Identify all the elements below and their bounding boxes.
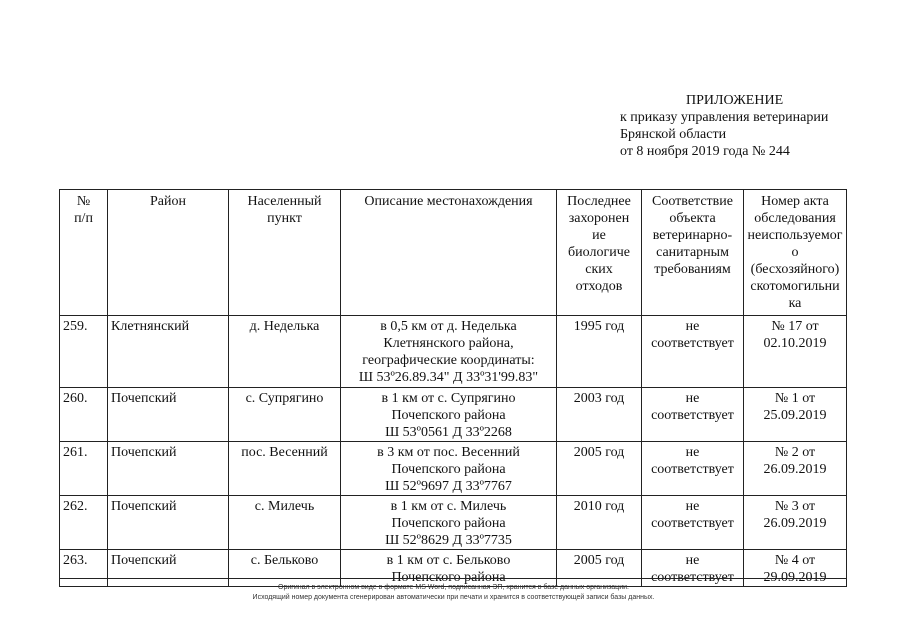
- burial-sites-table: [59, 189, 847, 587]
- row-last-burial-year: 2005 год: [557, 442, 642, 496]
- row-description: в 0,5 км от д. Неделька Клетнянского района, географические координаты: Ш 53º26.89.34" Д 33º31'99.83": [341, 316, 557, 388]
- row-act-number: № 17 от 02.10.2019: [744, 316, 847, 388]
- header-compliance: Соответствие объекта ветеринарно- санитарным требованиям: [642, 190, 744, 316]
- row-description: в 1 км от с. Супрягино Почепского района Ш 53º0561 Д 33º2268: [341, 388, 557, 442]
- row-locality: с. Милечь: [229, 496, 341, 550]
- row-district: Клетнянский: [108, 316, 229, 388]
- footer-original-note: Оригинал в электронном виде в формате MS Word, подписанная ЭП, хранится в базе данных организации.: [278, 584, 629, 591]
- appendix-block: [620, 92, 828, 160]
- table-row: [60, 388, 847, 442]
- row-district: Почепский: [108, 496, 229, 550]
- row-district: Почепский: [108, 442, 229, 496]
- row-compliance: не соответствует: [642, 442, 744, 496]
- header-district: Район: [108, 190, 229, 316]
- row-locality: пос. Весенний: [229, 442, 341, 496]
- row-locality: д. Неделька: [229, 316, 341, 388]
- header-last-burial: Последнее захоронен ие биологиче ских отходов: [557, 190, 642, 316]
- row-act-number: № 2 от 26.09.2019: [744, 442, 847, 496]
- row-compliance: не соответствует: [642, 388, 744, 442]
- appendix-title: ПРИЛОЖЕНИЕ: [686, 93, 784, 108]
- header-act-number: Номер акта обследования неиспользуемог о (бесхозяйного) скотомогильни ка: [744, 190, 847, 316]
- row-last-burial-year: 1995 год: [557, 316, 642, 388]
- row-district: Почепский: [108, 550, 229, 587]
- row-number: 259.: [60, 316, 108, 388]
- footer-number-note: Исходящий номер документа сгенерирован автоматически при печати и хранится в соответствующей записи базы данных.: [252, 594, 655, 601]
- header-num: № п/п: [60, 190, 108, 316]
- document-footer: [60, 583, 847, 603]
- row-number: 263.: [60, 550, 108, 587]
- row-compliance: не соответствует: [642, 496, 744, 550]
- row-compliance: не соответствует: [642, 316, 744, 388]
- row-locality: с. Супрягино: [229, 388, 341, 442]
- row-act-number: № 1 от 25.09.2019: [744, 388, 847, 442]
- row-district: Почепский: [108, 388, 229, 442]
- appendix-date-line: от 8 ноября 2019 года № 244: [620, 144, 790, 159]
- header-locality: Населенный пункт: [229, 190, 341, 316]
- appendix-order-line: к приказу управления ветеринарии: [620, 110, 829, 125]
- row-locality: с. Бельково: [229, 550, 341, 587]
- row-act-number: № 4 от 29.09.2019: [744, 550, 847, 587]
- table-row: [60, 442, 847, 496]
- row-number: 260.: [60, 388, 108, 442]
- row-last-burial-year: 2010 год: [557, 496, 642, 550]
- row-last-burial-year: 2005 год: [557, 550, 642, 587]
- row-compliance: не соответствует: [642, 550, 744, 587]
- row-description: в 3 км от пос. Весенний Почепского района Ш 52º9697 Д 33º7767: [341, 442, 557, 496]
- row-number: 262.: [60, 496, 108, 550]
- row-description: в 1 км от с. Бельково Почепского района: [341, 550, 557, 587]
- header-description: Описание местонахождения: [341, 190, 557, 316]
- row-number: 261.: [60, 442, 108, 496]
- row-description: в 1 км от с. Милечь Почепского района Ш 52º8629 Д 33º7735: [341, 496, 557, 550]
- footer-divider: [60, 578, 847, 579]
- table-row: [60, 316, 847, 388]
- table-header-row: [60, 190, 847, 316]
- appendix-region-line: Брянской области: [620, 127, 727, 142]
- row-last-burial-year: 2003 год: [557, 388, 642, 442]
- table-row: [60, 550, 847, 587]
- row-act-number: № 3 от 26.09.2019: [744, 496, 847, 550]
- table-row: [60, 496, 847, 550]
